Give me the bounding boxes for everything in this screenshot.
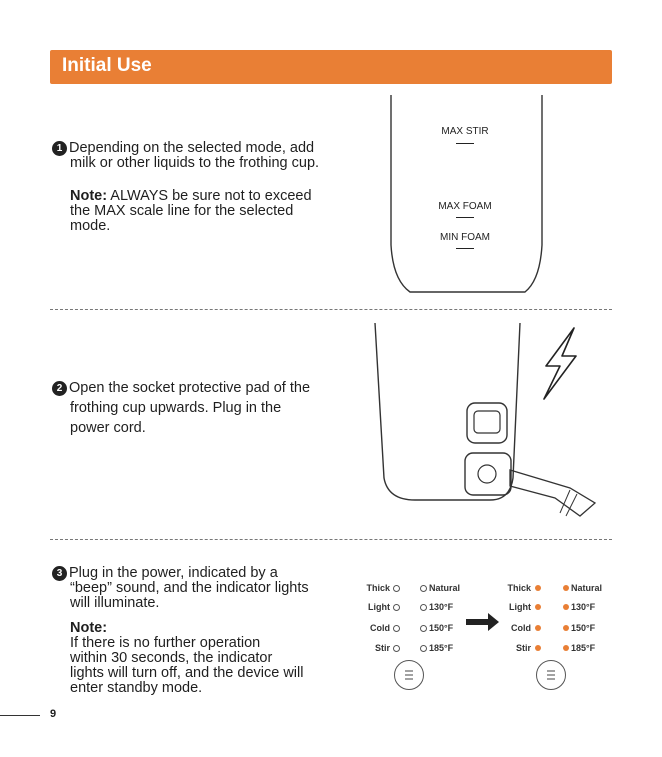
lightning-bolt-icon	[540, 326, 580, 401]
indicator-light-off	[420, 625, 427, 632]
mode-label-light: Light	[509, 602, 531, 612]
step-text: power cord.	[70, 420, 146, 436]
note-text: lights will turn off, and the device will	[70, 665, 304, 681]
note-text: within 30 seconds, the indicator	[70, 650, 273, 666]
step-2	[52, 381, 337, 436]
indicator-light-off	[393, 585, 400, 592]
step-number: 1	[52, 141, 67, 156]
indicator-light-on	[563, 625, 569, 631]
step-note	[52, 189, 337, 234]
mode-label-light: Light	[368, 602, 390, 612]
step-text: “beep” sound, and the indicator lights	[70, 580, 309, 596]
temp-label-130: 130°F	[429, 602, 454, 612]
step-text: milk or other liquids to the frothing cup.	[70, 155, 320, 171]
socket-plug-illustration	[370, 318, 620, 518]
step-number: 3	[52, 566, 67, 581]
max-stir-label: MAX STIR	[441, 126, 489, 137]
right-arrow-icon	[466, 612, 500, 632]
mode-label-cold: Cold	[370, 623, 390, 633]
step-3	[52, 566, 337, 696]
page-number: 9	[50, 708, 57, 720]
max-stir-mark	[456, 143, 474, 144]
indicator-light-off	[420, 604, 427, 611]
note-text: If there is no further operation	[70, 635, 261, 651]
temp-label-150: 150°F	[571, 623, 596, 633]
indicator-light-off	[393, 604, 400, 611]
step-1	[52, 141, 337, 234]
step-text: Open the socket protective pad of the	[69, 380, 311, 396]
temp-label-150: 150°F	[429, 623, 454, 633]
indicator-light-off	[393, 645, 400, 652]
mode-label-cold: Cold	[511, 623, 531, 633]
step-text: Plug in the power, indicated by a	[69, 565, 278, 581]
max-foam-label: MAX FOAM	[438, 201, 492, 212]
indicator-light-on	[563, 645, 569, 651]
indicator-light-off	[420, 645, 427, 652]
mode-label-thick: Thick	[366, 583, 390, 593]
indicator-light-on	[535, 585, 541, 591]
section-header	[50, 50, 612, 84]
temp-label-natural: Natural	[571, 583, 603, 593]
indicator-light-on	[535, 625, 541, 631]
indicator-light-off	[420, 585, 427, 592]
mode-label-stir: Stir	[374, 643, 390, 653]
indicator-light-off	[393, 625, 400, 632]
section-divider	[50, 309, 612, 310]
mode-label-stir: Stir	[515, 643, 531, 653]
frothing-cup-scale-illustration	[385, 95, 555, 295]
temp-label-130: 130°F	[571, 602, 596, 612]
note-label: Note:	[70, 620, 108, 636]
step-text: will illuminate.	[70, 595, 160, 611]
temp-label-natural: Natural	[429, 583, 461, 593]
min-foam-label: MIN FOAM	[440, 232, 490, 243]
mode-label-thick: Thick	[507, 583, 531, 593]
step-text: Depending on the selected mode, add	[69, 140, 315, 156]
section-title: Initial Use	[62, 55, 152, 76]
step-note	[52, 621, 337, 696]
temp-label-185: 185°F	[571, 643, 596, 653]
step-number: 2	[52, 381, 67, 396]
indicator-light-on	[563, 585, 569, 591]
menu-button-icon	[394, 660, 424, 690]
max-foam-mark	[456, 217, 474, 218]
section-divider	[50, 539, 612, 540]
note-text: mode.	[70, 218, 111, 234]
note-label: Note:	[70, 188, 108, 204]
note-text: the MAX scale line for the selected	[70, 203, 294, 219]
note-text: ALWAYS be sure not to exceed	[110, 188, 312, 204]
footer-line	[0, 715, 40, 716]
temp-label-185: 185°F	[429, 643, 454, 653]
indicator-light-on	[535, 604, 541, 610]
indicator-light-on	[563, 604, 569, 610]
menu-button-icon	[536, 660, 566, 690]
indicator-light-on	[535, 645, 541, 651]
note-text: enter standby mode.	[70, 680, 203, 696]
step-text: frothing cup upwards. Plug in the	[70, 400, 282, 416]
min-foam-mark	[456, 248, 474, 249]
